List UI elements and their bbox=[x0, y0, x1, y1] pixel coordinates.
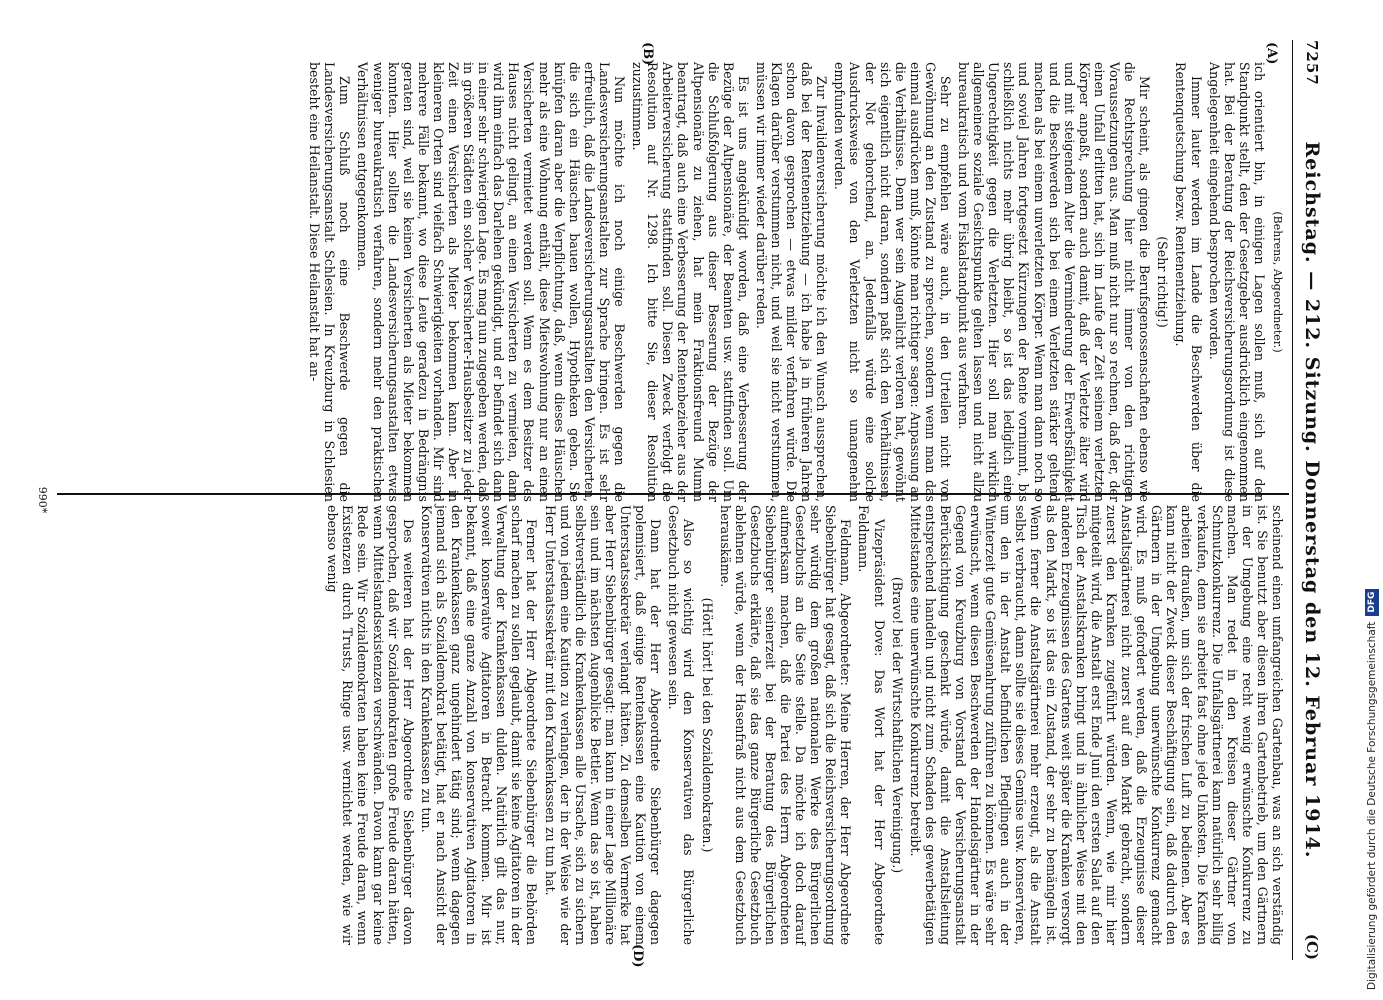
header-rule bbox=[1292, 40, 1293, 960]
paragraph: Es ist uns angekündigt worden, daß eine Verbesserung der Bezüge der Altpensionäre, der Beamten usw. stattfinden soll. Um die Schlußfolgerung aus dieser Besserung der Bezüge der Altpensionäre zu ziehen, hat mein Fraktionsfreund Mumm beantragt, daß auch eine Verbesserung der Rentenbezieher aus der Arbeiterversicherung stattfinden soll. Diesen Zweck verfolgt die Resolution auf Nr. 1298. Ich bitte Sie, dieser Resolution zuzustimmen. bbox=[630, 62, 751, 502]
paragraph: Mir scheint, als gingen die Berufsgenossenschaften ebenso wie die Rechtsprechung hier nicht immer von den richtigen Voraussetzungen aus. Man muß nicht nur so rechnen, daß der, der einen Unfall erlitten hat, sich im Laufe der Zeit seinem verletzten Körper anpaßt, sondern auch damit, daß der Verletzte älter wird und mit steigendem Alter die Verminderung der Erwerbsfähigkeit und die Beschwerden sich bei einem Verletzten stärker geltend machen als bei einem unverletzten Körper. Wenn man dann noch so und soviel Jahren fortgesetzt Kürzungen der Rente vornimmt, bis schließlich nichts mehr übrig bleibt, so ist das lediglich eine Ungerechtigkeit gegen die Verletzten. Hier soll man wirklich allgemeinere soziale Gesichtspunkte gelten lassen und nicht allzu bureaukratisch und vom Fiskalstandpunkt aus verfahren. bbox=[956, 62, 1153, 502]
left-column bbox=[304, 62, 1285, 502]
paragraph: Sehr zu empfehlen wäre auch, in den Urteilen nicht von Gewöhnung an den Zustand zu sprechen, sondern wenn man das einmal ausdrücken muß, könnte man richtiger sagen: Anpassung an die Verhältnisse. Denn wer sein Augenlicht verloren hat, gewöhnt sich eigentlich nicht daran, sondern paßt sich den Verhältnissen, der Not gehorchend, an. Jedenfalls würde eine solche Ausdrucksweise von den Verletzten nicht so unangenehm empfunden werden. bbox=[832, 62, 954, 502]
margin-marker-a: (A) bbox=[1264, 42, 1279, 65]
dfg-logo: DFG bbox=[1365, 589, 1379, 616]
interjection: (Bravo! bei der Wirtschaftlichen Vereinigung.) bbox=[889, 576, 905, 874]
page-title: Reichstag. — 212. Sitzung. Donnerstag den 12. Februar 1914. bbox=[1301, 141, 1323, 859]
page-footer: 990* bbox=[36, 486, 49, 514]
page-header bbox=[1297, 40, 1327, 960]
paragraph: ich orientiert bin, in einigen Lagen sollen muß, sich auf den Standpunkt stellt, den der Gesetzgeber ausdrücklich eingenommen hat. Bei der Beratung der Reichsversicherungsordnung ist diese Angelegenheit eingehend besprochen worden. bbox=[1206, 62, 1267, 502]
page-number: 7257 bbox=[1303, 40, 1321, 86]
column-marker-c: (C) bbox=[1303, 933, 1321, 960]
margin-marker-b: (B) bbox=[640, 42, 655, 66]
paragraph: Zum Schluß noch eine Beschwerde gegen die Landesversicherungsanstalt Schlesien. In Kreuzburg in Schlesien besteht eine Heilanstalt. Diese Heilanstalt hat an- bbox=[307, 62, 353, 502]
paragraph: Zur Invalidenversicherung möchte ich den Wunsch aussprechen, daß bei der Rentenentziehung — ich habe ja in früheren Jahren schon davon gesprochen — etwas milder verfahren würde. Die Klagen darüber verstummen nicht, und weil sie nicht verstummen, müssen wir immer wieder darüber reden. bbox=[753, 62, 830, 502]
margin-marker-d: (D) bbox=[630, 944, 645, 968]
column-divider bbox=[57, 493, 1289, 495]
interjection: (Hört! hört! bei den Sozialdemokraten.) bbox=[699, 597, 715, 853]
speaker-context: (Behrens, Abgeordneter.) bbox=[1271, 211, 1284, 353]
right-column bbox=[322, 505, 1285, 945]
digitization-note bbox=[1362, 0, 1382, 1000]
paragraph: Vizepräsident Dove: Das Wort hat der Herr Abgeordnete Feldmann. bbox=[856, 505, 887, 945]
paragraph: scheinend einen umfangreichen Gartenbau, was an sich verständig ist. Sie benutzt aber diesen ihren Gartenbetrieb, um den Gärtnern in der Umgebung eine recht wenig erwünschte Konkurrenz zu machen. Man redet in den Kreisen dieser Gärtner von Schmutzkonkurrenz. Die Unfallsgärtnerei kann natürlich sehr billig verkaufen, denn sie arbeitet fast ohne jede Unkosten. Die Kranken arbeiten draußen, um sich der frischen Luft zu bedienen. Aber es kann nicht der Zweck dieser Beschäftigung sein, daß dadurch den Gärtnern in der Umgebung unerwünschte Konkurrenz gemacht wird. Es muß gefordert werden, daß die Erzeugnisse dieser Anstaltsgärtnerei nicht zuerst auf den Markt gebracht, sondern zuerst den Kranken zugeführt würden. Wenn, wie mir hier mitgeteilt wird, die Anstalt erst Ende Juni den ersten Salat auf den Tisch der Anstaltskranken bringt und in ähnlicher Weise mit den anderen Erzeugnissen des Gartens weit später die Kranken versorgt als den Markt, so ist das ein Zustand, der sehr zu bemängeln ist. Wenn ferner die Anstaltsgärtnerei mehr erzeugt, als die Anstalt selbst verbraucht, dann sollte sie dieses Gemüse usw. konservieren, um den in der Anstalt befindlichen Pfleglingen auch in der Winterzeit gute Gemüsenahrung zuführen zu können. Es wäre sehr erwünscht, wenn diesen Beschwerden der Handelsgärtner in der Gegend von Kreuzburg von Vorstand der Versicherungsanstalt Berücksichtigung geschenkt würde, damit die Anstaltsleitung entsprechend handeln und nicht zum Schaden des gewerbetätigen Mittelstandes eine unerwünschte Konkurrenz betreibt. bbox=[907, 505, 1285, 945]
paragraph: Nun möchte ich noch einige Beschwerden gegen die Landesversicherungsanstalten zur Sprache bringen. Es ist sehr erfreulich, daß die Landesversicherungsanstalten den Versicherten, die sich ein Häuschen bauen wollen, Hypotheken geben. Sie knüpfen daran aber die Verpflichtung, daß, wenn dieses Häuschen mehr als eine Wohnung enthält, diese Mietswohnung nur an einen Versicherten vermietet werden soll. Wenn es dem Besitzer des Hauses nicht gelingt, an einen Versicherten zu vermieten, dann wird ihm einfach das Darlehen gekündigt, und er befindet sich dann in einer sehr schwierigen Lage. Es mag nun zugegeben werden, daß in größeren Städten ein solcher Versicherter-Hausbesitzer zu jeder Zeit einen Versicherten als Mieter bekommen kann. Aber in kleineren Orten sind vielfach Schwierigkeiten vorhanden. Mir sind mehrere Fälle bekannt, wo diese Leute geradezu in Bedrängnis geraten sind, weil sie keinen Versicherten als Mieter bekommen konnten. Hier sollten die Landesversicherungsanstalten etwas weniger bureaukratisch verfahren, sondern mehr den praktischen Verhältnissen entgegenkommen. bbox=[355, 62, 628, 502]
paragraph: Des weiteren hat der Herr Abgeordnete Siebenbürger davon gesprochen, daß wir Sozialdemokraten große Freude daran hätten, wenn Mittelstandsexistenzen verschwänden. Davon kann gar keine Rede sein. Wir Sozialdemokraten haben keine Freude daran, wenn Existenzen durch Trusts, Ringe usw. vernichtet werden, wie wir ebenso wenig bbox=[325, 505, 416, 945]
paragraph: Immer lauter werden im Lande die Beschwerden über die Rentenquetschung bezw. Rentenentziehung. bbox=[1173, 62, 1204, 502]
paragraph: Ferner hat der Herr Abgeordnete Siebenbürger die Behörden scharf machen zu sollen geglaubt, damit sie keine Agitatoren in der Verwaltung der Krankenkassen dulden. Natürlich gilt das nur, soweit konservative Agitatoren in Betracht kommen. Mir ist bekannt, daß eine ganze Anzahl von konservativen Agitatoren in den Krankenkassen ganz ungehindert tätig sind; wenn dagegen jemand sich als Sozialdemokrat betätigt, hat er nach Ansicht der Konservativen nichts in den Krankenkassen zu tun. bbox=[418, 505, 540, 945]
digitization-sidebar bbox=[1362, 0, 1382, 1000]
interjection: (Sehr richtig!) bbox=[1155, 236, 1171, 328]
digitization-text: Digitalisierung gefördert durch die Deutsche Forschungsgemeinschaft bbox=[1366, 621, 1378, 990]
paragraph: Dann hat der Herr Abgeordnete Siebenbürger dagegen polemisiert, daß einige Rentenkassen eine Kaution von einem Unterstaatssekretär verlangt hätten. Zu demselben Vermerke hat aber Herr Siebenbürger gesagt: man kann in einer Lage Millionäre sein und im nächsten Augenblicke Bettler. Wenn das so ist, haben selbstverständlich die Krankenkassen alle Ursache, sich zu sichern und von jedem eine Kaution zu verlangen, der in der Weise wie der Herr Unterstaatssekretär mit den Krankenkassen zu tun hat. bbox=[542, 505, 664, 945]
paragraph: Feldmann, Abgeordneter: Meine Herren, der Herr Abgeordnete Siebenbürger hat gesagt, daß sich die Reichsversicherungsordnung sehr würdig dem großen nationalen Werke des Bürgerlichen Gesetzbuchs an die Seite stelle. Da möchte ich doch darauf aufmerksam machen, daß die Partei des Herrn Abgeordneten Siebenbürger seinerzeit bei der Beratung des Bürgerlichen Gesetzbuchs erklärte, daß sie das ganze Bürgerliche Gesetzbuch ablehnen würde, wenn der Hasenfraß nicht aus dem Gesetzbuch herauskäme. bbox=[717, 505, 854, 945]
paragraph: Also so wichtig wird den Konservativen das Bürgerliche Gesetzbuch nicht gewesen sein. bbox=[666, 505, 697, 945]
